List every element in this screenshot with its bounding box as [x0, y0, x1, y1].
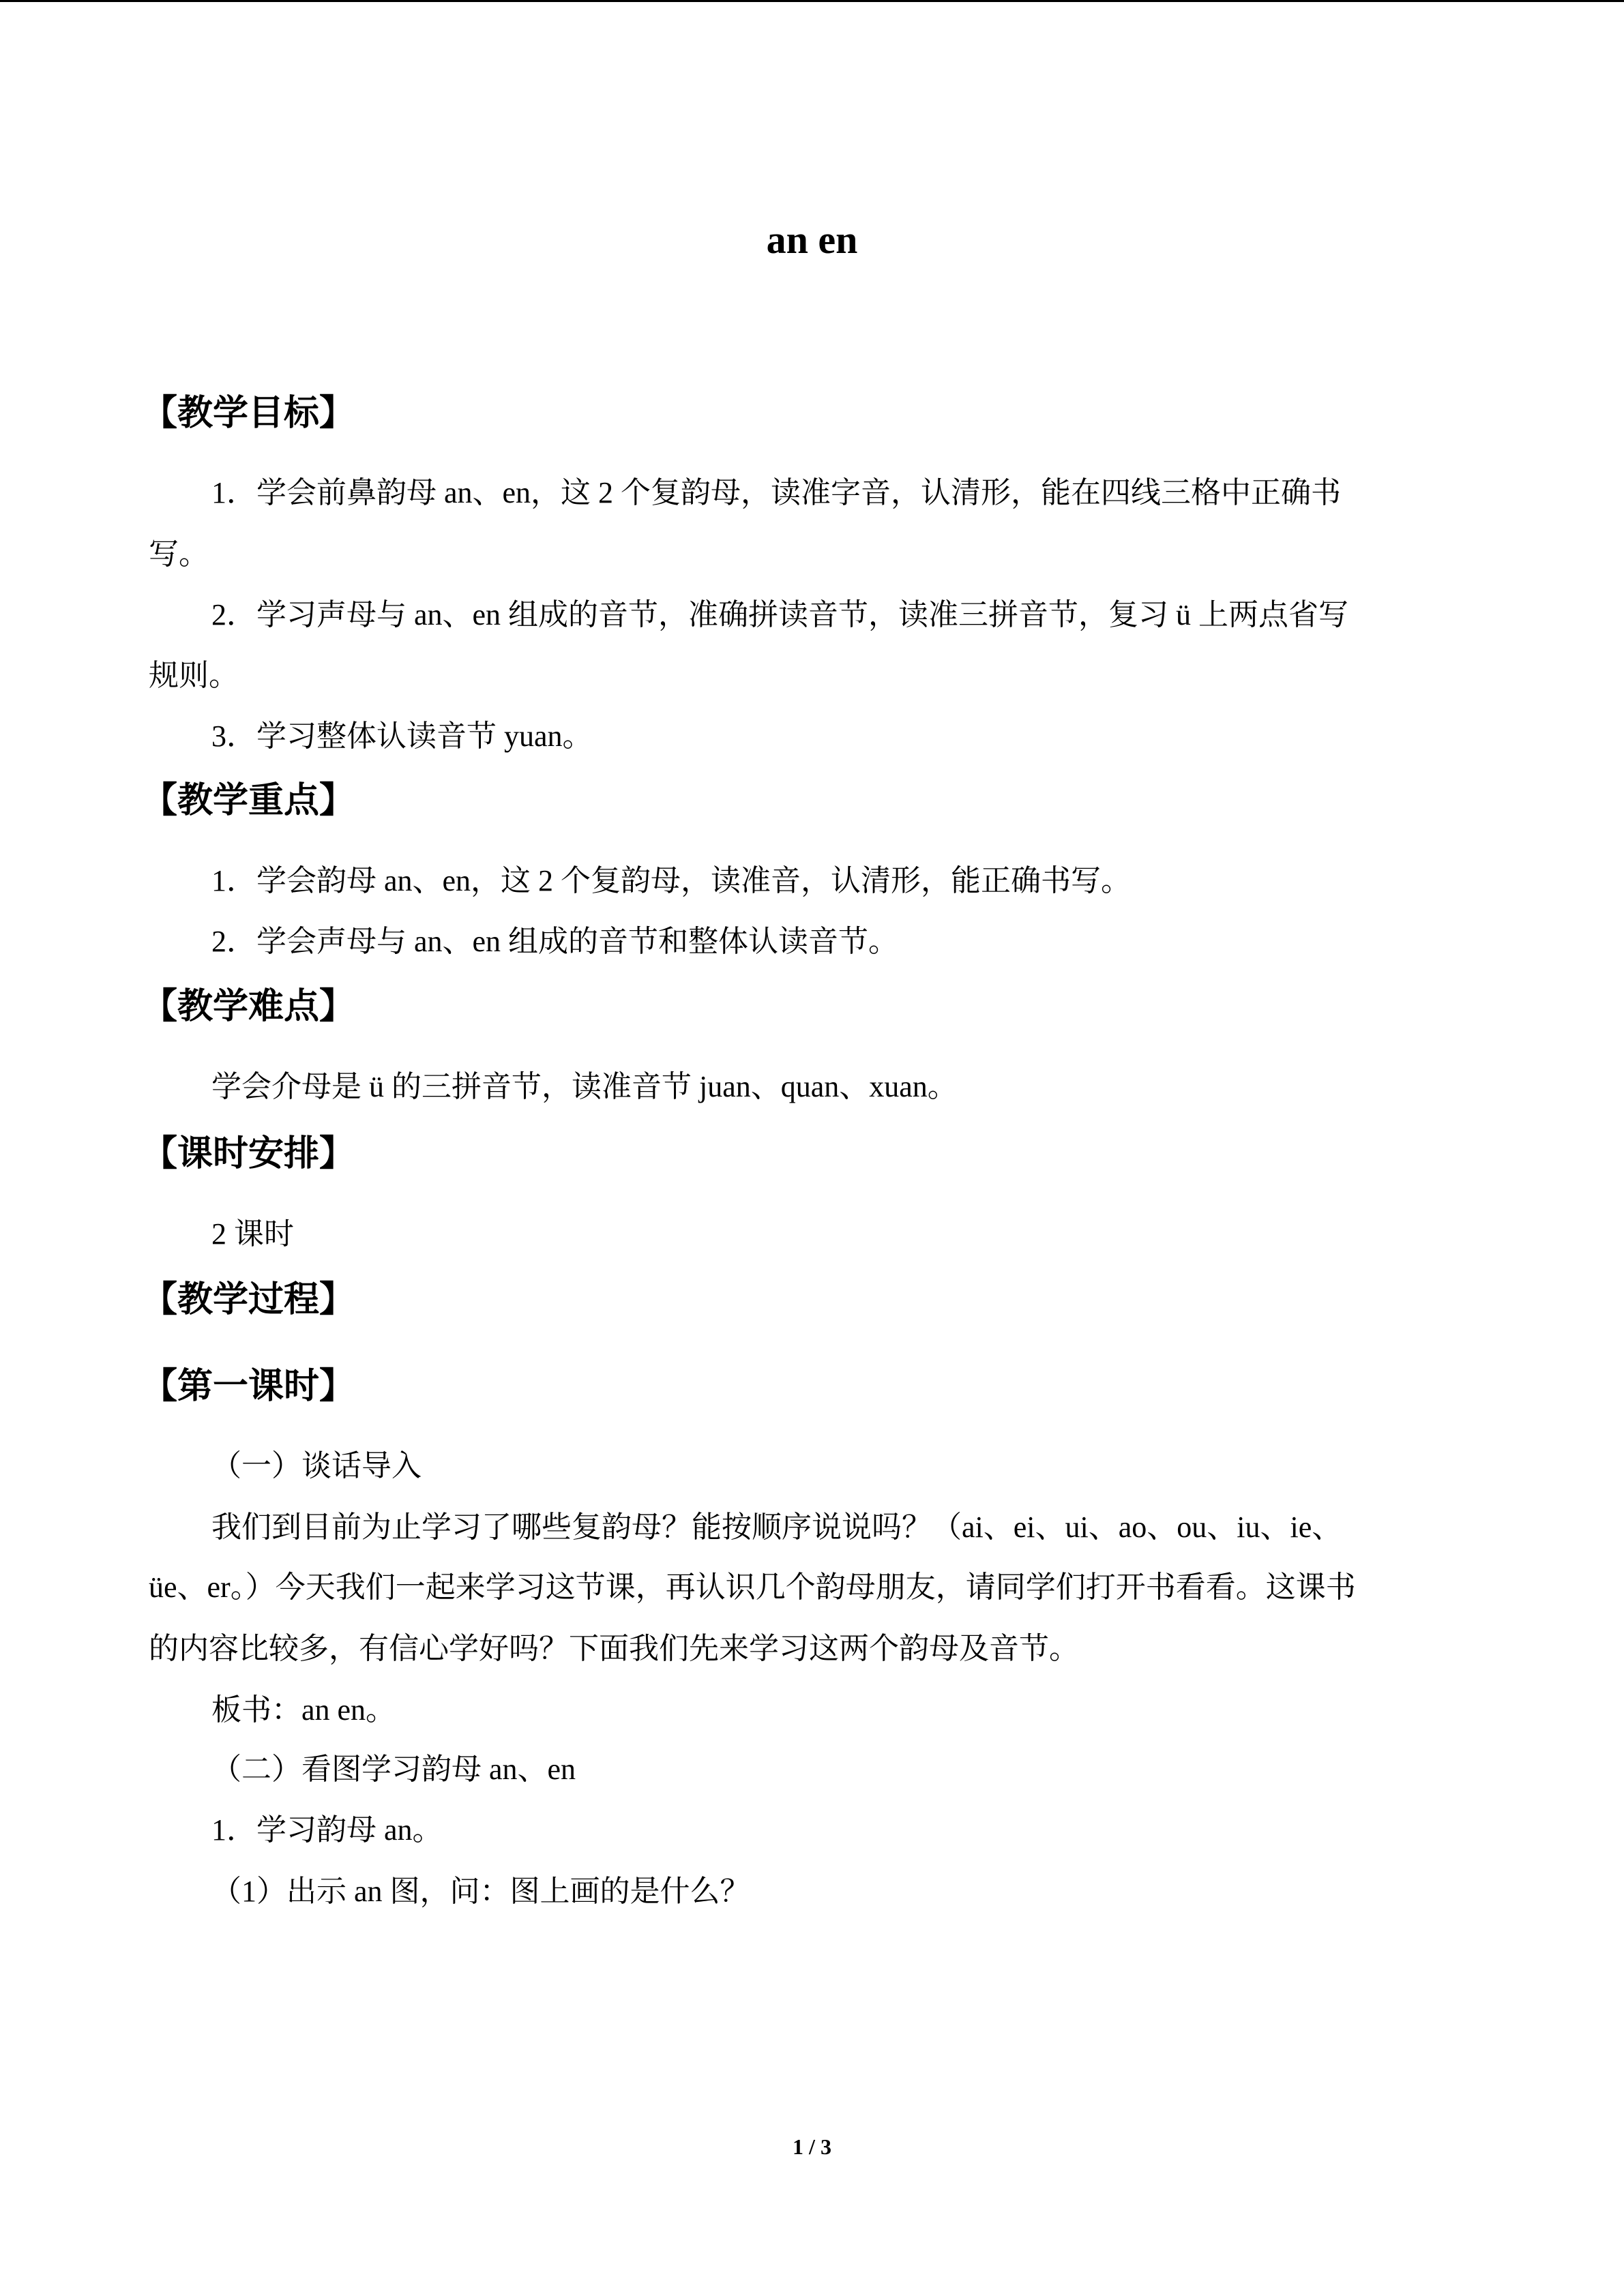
objective-2-line-1: 2．学习声母与 an、en 组成的音节，准确拼读音节，读准三拼音节，复习 ü 上两点省写 — [211, 598, 1349, 631]
heading-key-points: 【教学重点】 — [142, 780, 355, 821]
lesson-1-board: 板书：an en。 — [211, 1693, 396, 1727]
lesson-1-step-1: （一）谈话导入 — [211, 1449, 422, 1482]
heading-lesson-1: 【第一课时】 — [142, 1366, 355, 1407]
heading-schedule: 【课时安排】 — [142, 1133, 355, 1174]
lesson-1-sub-1: 1．学习韵母 an。 — [211, 1813, 443, 1847]
lesson-1-para-line-1: 我们到目前为止学习了哪些复韵母？能按顺序说说吗？（ai、ei、ui、ao、ou、iu、ie、 — [211, 1510, 1342, 1544]
lesson-1-sub-1-1: （1）出示 an 图，问：图上画的是什么？ — [211, 1875, 750, 1908]
page-number: 1 / 3 — [793, 2134, 831, 2159]
objective-2-line-2: 规则。 — [149, 659, 239, 692]
document-title: an en — [766, 218, 858, 262]
objective-3: 3．学习整体认读音节 yuan。 — [211, 719, 593, 753]
top-border-line — [0, 0, 1624, 2]
lesson-1-para-line-2: üe、er。）今天我们一起来学习这节课，再认识几个韵母朋友，请同学们打开书看看。这课书 — [149, 1570, 1356, 1604]
lesson-1-para-line-3: 的内容比较多，有信心学好吗？下面我们先来学习这两个韵母及音节。 — [149, 1632, 1079, 1665]
heading-process: 【教学过程】 — [142, 1279, 355, 1320]
objective-1-line-2: 写。 — [149, 537, 209, 571]
key-point-2: 2．学会声母与 an、en 组成的音节和整体认读音节。 — [211, 925, 899, 958]
key-point-1: 1．学会韵母 an、en，这 2 个复韵母，读准音，认清形，能正确书写。 — [211, 864, 1132, 897]
lesson-1-step-2: （二）看图学习韵母 an、en — [211, 1753, 576, 1786]
objective-1-line-1: 1．学会前鼻韵母 an、en，这 2 个复韵母，读准字音，认清形，能在四线三格中正确书 — [211, 476, 1342, 509]
schedule-text: 2 课时 — [211, 1217, 294, 1251]
heading-objectives: 【教学目标】 — [142, 393, 355, 434]
difficulty-text: 学会介母是 ü 的三拼音节，读准音节 juan、quan、xuan。 — [211, 1070, 958, 1103]
heading-difficulties: 【教学难点】 — [142, 986, 355, 1027]
